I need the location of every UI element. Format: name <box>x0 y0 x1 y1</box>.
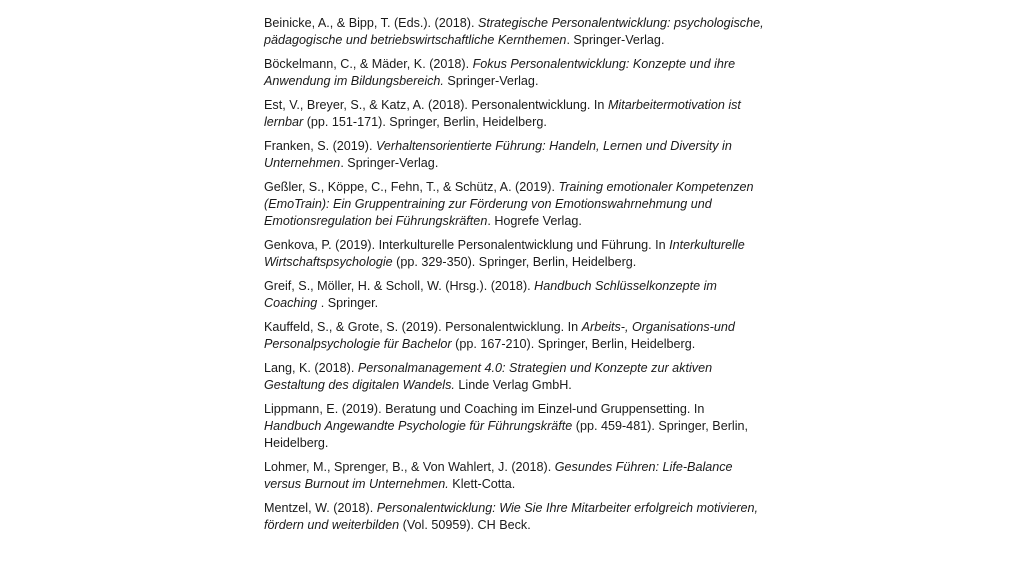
reference-title: Gesundes Führen: Life-Balance versus Burnout im Unternehmen. <box>264 460 733 491</box>
reference-publisher: . Springer-Verlag. <box>566 33 665 47</box>
reference-authors: Böckelmann, C., & Mäder, K. (2018). <box>264 57 473 71</box>
reference-title: Fokus Personalentwicklung: Konzepte und ihre Anwendung im Bildungsbereich. <box>264 57 736 88</box>
reference-publisher: (Vol. 50959). CH Beck. <box>399 518 531 532</box>
reference-title: Handbuch Angewandte Psychologie für Führungskräfte <box>264 419 573 433</box>
reference-item <box>264 401 764 452</box>
reference-authors: Franken, S. (2019). <box>264 139 376 153</box>
reference-item <box>264 360 764 394</box>
reference-authors: Lohmer, M., Sprenger, B., & Von Wahlert, J. (2018). <box>264 460 555 474</box>
reference-authors: Greif, S., Möller, H. & Scholl, W. (Hrsg.). (2018). <box>264 279 535 293</box>
reference-item <box>264 56 764 90</box>
reference-title: Strategische Personalentwicklung: psychologische, pädagogische und betriebswirtschaftliche Kernthemen <box>264 16 764 47</box>
reference-publisher: (pp. 151-171). Springer, Berlin, Heidelberg. <box>303 115 547 129</box>
reference-list <box>264 15 764 541</box>
reference-publisher: . Hogrefe Verlag. <box>487 214 582 228</box>
reference-item <box>264 500 764 534</box>
reference-title: Training emotionaler Kompetenzen (EmoTrain): Ein Gruppentraining zur Förderung von Emotionswahrnehmung und Emotionsregulation bei Führungskräften <box>264 180 754 228</box>
reference-item <box>264 179 764 230</box>
reference-title: Arbeits-, Organisations-und Personalpsychologie für Bachelor <box>264 320 735 351</box>
reference-title: Interkulturelle Wirtschaftspsychologie <box>264 238 745 269</box>
reference-publisher: Klett-Cotta. <box>448 477 516 491</box>
reference-title: Personalmanagement 4.0: Strategien und Konzepte zur aktiven Gestaltung des digitalen Wandels. <box>264 361 713 392</box>
reference-title: Mitarbeitermotivation ist lernbar <box>264 98 741 129</box>
reference-publisher: Springer-Verlag. <box>443 74 539 88</box>
reference-authors: Geßler, S., Köppe, C., Fehn, T., & Schütz, A. (2019). <box>264 180 559 194</box>
reference-title: Verhaltensorientierte Führung: Handeln, Lernen und Diversity in Unternehmen <box>264 139 732 170</box>
reference-authors: Kauffeld, S., & Grote, S. (2019). Personalentwicklung. In <box>264 320 582 334</box>
reference-item <box>264 138 764 172</box>
reference-authors: Lippmann, E. (2019). Beratung und Coaching im Einzel-und Gruppensetting. In <box>264 402 705 416</box>
reference-authors: Mentzel, W. (2018). <box>264 501 377 515</box>
reference-authors: Est, V., Breyer, S., & Katz, A. (2018). Personalentwicklung. In <box>264 98 608 112</box>
reference-authors: Genkova, P. (2019). Interkulturelle Personalentwicklung und Führung. In <box>264 238 670 252</box>
reference-title: Handbuch Schlüsselkonzepte im Coaching <box>264 279 717 310</box>
reference-title: Personalentwicklung: Wie Sie Ihre Mitarbeiter erfolgreich motivieren, fördern und weiterbilden <box>264 501 759 532</box>
reference-publisher: (pp. 167-210). Springer, Berlin, Heidelberg. <box>451 337 696 351</box>
reference-item <box>264 237 764 271</box>
reference-publisher: (pp. 459-481). Springer, Berlin, Heidelberg. <box>264 419 748 450</box>
reference-item <box>264 97 764 131</box>
reference-publisher: . Springer-Verlag. <box>340 156 439 170</box>
reference-item <box>264 278 764 312</box>
reference-item <box>264 459 764 493</box>
reference-publisher: (pp. 329-350). Springer, Berlin, Heidelberg. <box>392 255 637 269</box>
reference-item <box>264 15 764 49</box>
reference-item <box>264 319 764 353</box>
reference-publisher: Linde Verlag GmbH. <box>454 378 572 392</box>
reference-authors: Lang, K. (2018). <box>264 361 358 375</box>
reference-publisher: . Springer. <box>317 296 379 310</box>
reference-authors: Beinicke, A., & Bipp, T. (Eds.). (2018). <box>264 16 478 30</box>
